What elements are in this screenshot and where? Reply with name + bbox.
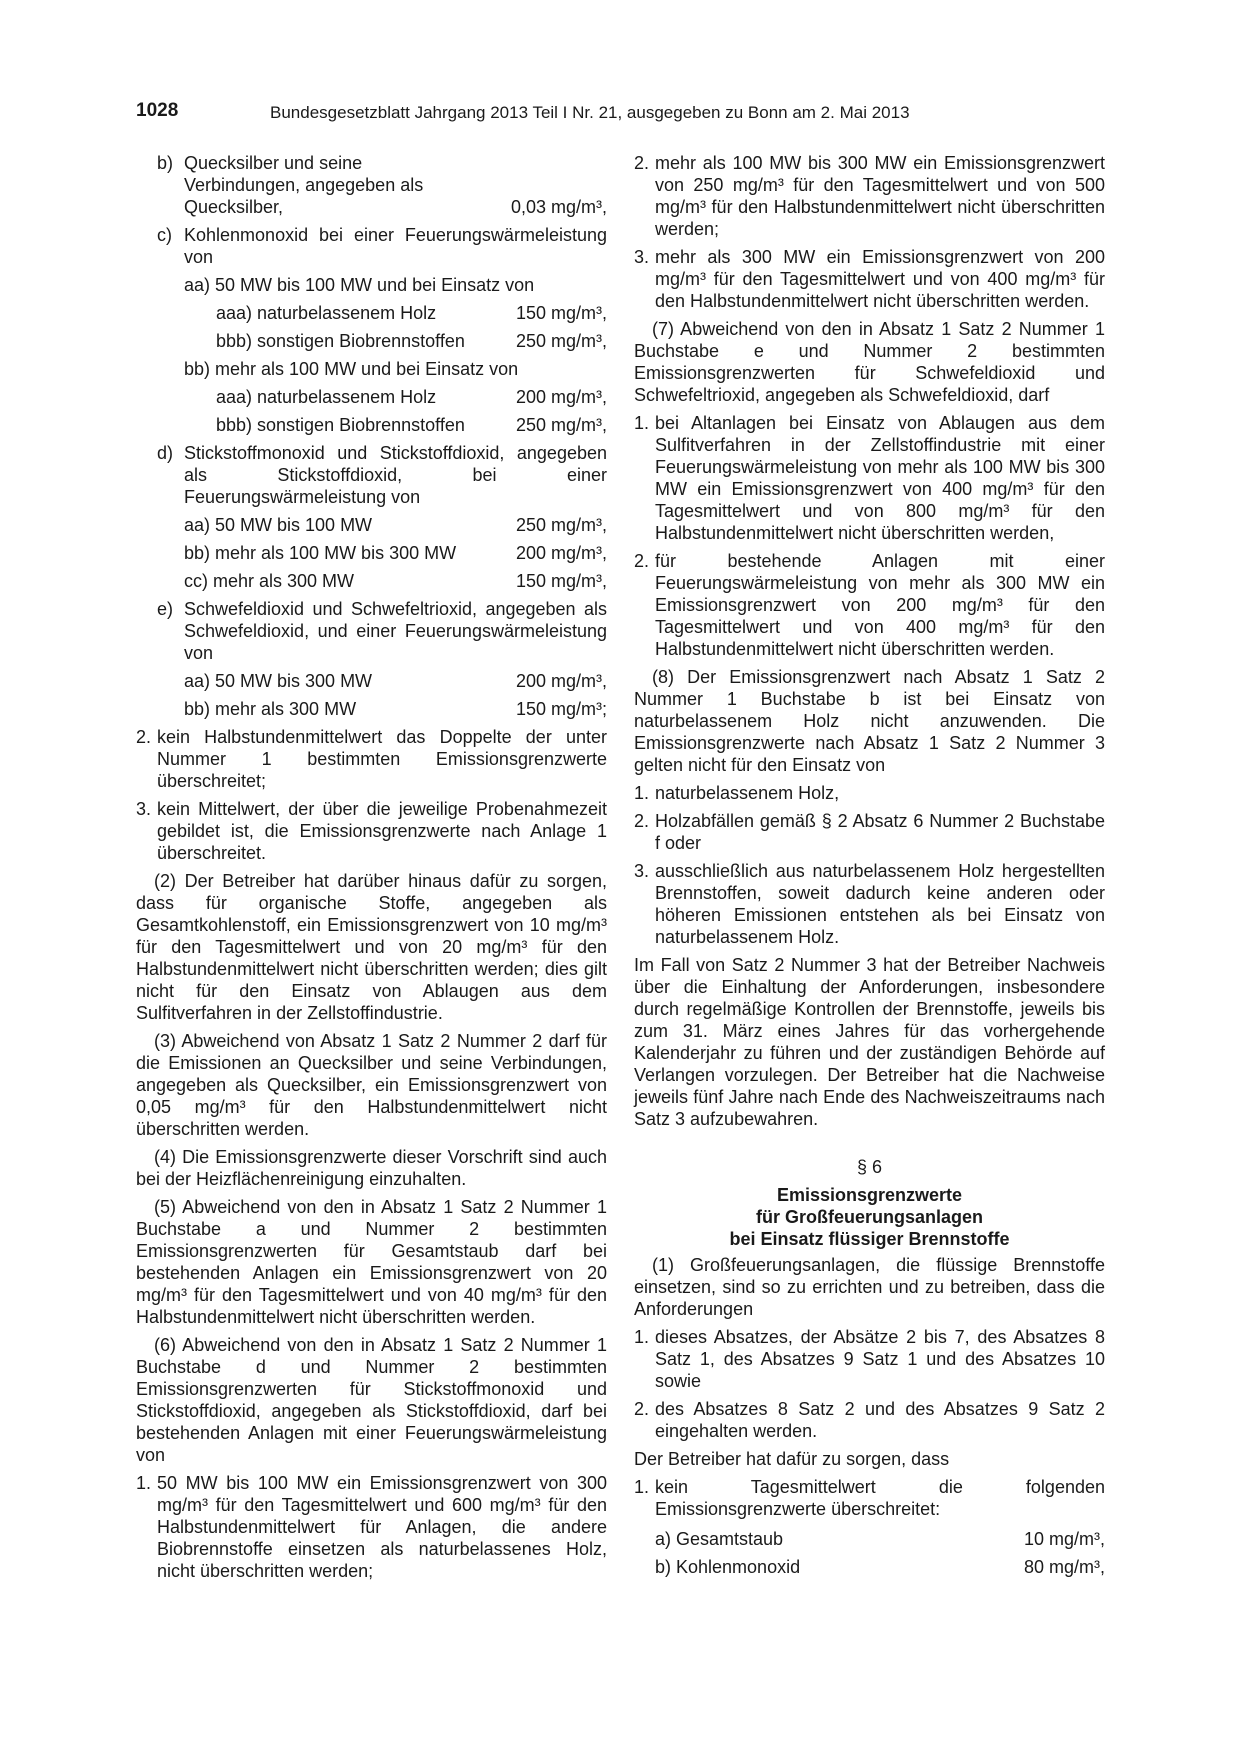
value-row — [655, 1528, 1105, 1550]
value-row — [216, 386, 607, 408]
item-text: dieses Absatzes, der Absätze 2 bis 7, des Absatzes 8 Satz 1, des Absatzes 9 Satz 1 und des Absatzes 10 sowie — [655, 1327, 1105, 1391]
item-s1-1 — [634, 1326, 1105, 1392]
value-label: cc) mehr als 300 MW — [184, 571, 355, 591]
paragraph-6: (6) Abweichend von den in Absatz 1 Satz 2 Nummer 1 Buchstabe d und Nummer 2 bestimmten Emissionsgrenzwerten für Stickstoffmonoxid und Stickstoffdioxid, angegeben als Stickstoffdioxid, darf bei bestehenden Anlagen mit einer Feuerungswärmeleistung von — [136, 1335, 607, 1465]
limit-value: 10 mg/m³, — [1023, 1529, 1105, 1549]
item-s1-k1 — [634, 1476, 1105, 1520]
limit-value: 150 mg/m³; — [515, 699, 607, 719]
item-6-2 — [634, 152, 1105, 240]
paragraph-5: (5) Abweichend von den in Absatz 1 Satz 2 Nummer 1 Buchstabe a und Nummer 2 bestimmten Emissionsgrenzwerten für Gesamtstaub darf bei bestehenden Anlagen ein Emissionsgrenzwert von 20 mg/m³ für den Tagesmittelwert und von 40 mg/m³ für den Halbstundenmittelwert nicht überschritten werden. — [136, 1197, 607, 1327]
value-label: a) Gesamtstaub — [655, 1529, 784, 1549]
value-row — [184, 514, 607, 536]
item-6-3 — [634, 246, 1105, 312]
value-row — [216, 414, 607, 436]
item-text: Schwefeldioxid und Schwefeltrioxid, angegeben als Schwefeldioxid, und einer Feuerungswärmeleistung von — [184, 599, 607, 663]
item-label: 1. — [634, 1327, 650, 1347]
value-label: bb) mehr als 100 MW bis 300 MW — [184, 543, 457, 563]
item-text: ausschließlich aus naturbelassenem Holz hergestellten Brennstoffen, soweit dadurch keine anderen oder höheren Emissionen entstehen als bei Einsatz von naturbelassenem Holz. — [655, 861, 1105, 947]
section-title: bei Einsatz flüssiger Brennstoffe — [729, 1229, 1010, 1249]
item-label: 3. — [136, 799, 152, 819]
item-text: 50 MW bis 100 MW ein Emissionsgrenzwert von 300 mg/m³ für den Tagesmittelwert und 600 mg/m³ für den Halbstundenmittelwert für Anlagen, die andere Biobrennstoffe einsetzen als naturbelassenes Holz, nicht überschritten werden; — [157, 1473, 607, 1581]
item-label: 1. — [634, 783, 650, 803]
item-text: kein Mittelwert, der über die jeweilige Probenahmezeit gebildet ist, die Emissionsgrenzwerte nach Anlage 1 überschreitet. — [157, 799, 607, 863]
item-text: für bestehende Anlagen mit einer Feuerungswärmeleistung von mehr als 300 MW ein Emissionsgrenzwert von 200 mg/m³ für den Tagesmittelwert und von 400 mg/m³ für den Halbstundenmittelwert nicht überschritten werden. — [655, 551, 1105, 659]
item-text: kein Halbstundenmittelwert das Doppelte der unter Nummer 1 bestimmten Emissionsgrenzwerte überschreitet; — [157, 727, 607, 791]
paragraph-3: (3) Abweichend von Absatz 1 Satz 2 Nummer 2 darf für die Emissionen an Quecksilber und seine Verbindungen, angegeben als Quecksilber, ein Emissionsgrenzwert von 0,05 mg/m³ für den Halbstundenmittelwert nicht überschritten werden. — [136, 1031, 607, 1139]
subitem-aa: aa) 50 MW bis 100 MW und bei Einsatz von — [184, 275, 535, 295]
limit-value: 200 mg/m³, — [515, 387, 607, 407]
section-title: für Großfeuerungsanlagen — [755, 1207, 984, 1227]
limit-value: 250 mg/m³, — [515, 415, 607, 435]
item-label: 3. — [634, 861, 650, 881]
item-text: naturbelassenem Holz, — [655, 783, 840, 803]
item-s1-2 — [634, 1398, 1105, 1442]
item-2 — [136, 726, 607, 792]
item-label: 1. — [136, 1473, 152, 1493]
item-e — [157, 598, 607, 664]
value-label: bbb) sonstigen Biobrennstoffen — [216, 415, 465, 435]
item-7-2 — [634, 550, 1105, 660]
item-text: mehr als 300 MW ein Emissionsgrenzwert von 200 mg/m³ für den Tagesmittelwert und von 400 mg/m³ für den Halbstundenmittelwert nicht überschritten werden. — [655, 247, 1105, 311]
item-c — [157, 224, 607, 268]
limit-value: 200 mg/m³, — [515, 671, 607, 691]
item-6-1 — [136, 1472, 607, 1582]
item-text: Holzabfällen gemäß § 2 Absatz 6 Nummer 2 Buchstabe f oder — [655, 811, 1105, 853]
item-label: 2. — [634, 1399, 650, 1419]
paragraph-8-after: Im Fall von Satz 2 Nummer 3 hat der Betreiber Nachweis über die Einhaltung der Anforderungen, insbesondere durch regelmäßige Kontrollen der Brennstoffe, jeweils bis zum 31. März eines Jahres für das vorhergehende Kalenderjahr zu führen und der zuständigen Behörde auf Verlangen vorzulegen. Der Betreiber hat die Nachweise jeweils fünf Jahre nach Ende des Nachweiszeitraums nach Satz 3 aufzubewahren. — [634, 955, 1105, 1129]
item-8-2 — [634, 810, 1105, 854]
value-row — [184, 542, 607, 564]
value-label: bb) mehr als 300 MW — [184, 699, 357, 719]
item-text: Kohlenmonoxid bei einer Feuerungswärmeleistung von — [184, 225, 607, 267]
limit-value: 80 mg/m³, — [1023, 1557, 1105, 1577]
value-row — [184, 698, 607, 720]
value-row — [216, 330, 607, 352]
value-label: aaa) naturbelassenem Holz — [216, 303, 437, 323]
item-8-1 — [634, 782, 1105, 804]
item-label: 1. — [634, 413, 650, 433]
value-row — [216, 302, 607, 324]
item-3 — [136, 798, 607, 864]
item-label: 1. — [634, 1477, 650, 1497]
item-text: Quecksilber und seine — [184, 153, 363, 173]
limit-value: 250 mg/m³, — [515, 515, 607, 535]
section-paragraph-1: (1) Großfeuerungsanlagen, die flüssige Brennstoffe einsetzen, sind so zu errichten und zu betreiben, dass die Anforderungen — [634, 1255, 1105, 1319]
right-column — [634, 152, 1105, 1578]
limit-value: 0,03 mg/m³, — [510, 197, 607, 217]
limit-value: 250 mg/m³, — [515, 331, 607, 351]
value-row — [184, 670, 607, 692]
page-number: 1028 — [136, 100, 179, 121]
section-paragraph-after: Der Betreiber hat dafür zu sorgen, dass — [634, 1449, 950, 1469]
item-text: des Absatzes 8 Satz 2 und des Absatzes 9 Satz 2 eingehalten werden. — [655, 1399, 1105, 1441]
item-label: d) — [157, 443, 174, 463]
value-label: aa) 50 MW bis 300 MW — [184, 671, 373, 691]
value-row — [655, 1556, 1105, 1578]
paragraph-7: (7) Abweichend von den in Absatz 1 Satz 2 Nummer 1 Buchstabe e und Nummer 2 bestimmten Emissionsgrenzwerten für Schwefeldioxid und Schwefeltrioxid, angegeben als Schwefeldioxid, darf — [634, 319, 1105, 405]
value-row — [184, 570, 607, 592]
item-b — [157, 152, 607, 218]
item-label: e) — [157, 599, 174, 619]
value-label: b) Kohlenmonoxid — [655, 1557, 801, 1577]
item-text: mehr als 100 MW bis 300 MW ein Emissionsgrenzwert von 250 mg/m³ für den Tagesmittelwert und von 500 mg/m³ für den Halbstundenmittelwert nicht überschritten werden; — [655, 153, 1105, 239]
limit-value: 150 mg/m³, — [515, 571, 607, 591]
item-text: Verbindungen, angegeben als — [184, 175, 424, 195]
item-label: 3. — [634, 247, 650, 267]
value-label: aa) 50 MW bis 100 MW — [184, 515, 373, 535]
item-label: 2. — [136, 727, 152, 747]
paragraph-4: (4) Die Emissionsgrenzwerte dieser Vorschrift sind auch bei der Heizflächenreinigung einzuhalten. — [136, 1147, 607, 1189]
value-label: aaa) naturbelassenem Holz — [216, 387, 437, 407]
section-number: § 6 — [856, 1157, 883, 1177]
item-8-3 — [634, 860, 1105, 948]
item-label: 2. — [634, 551, 650, 571]
item-label: 2. — [634, 153, 650, 173]
subitem-bb: bb) mehr als 100 MW und bei Einsatz von — [184, 359, 519, 379]
item-text: Quecksilber, — [184, 197, 284, 217]
paragraph-8: (8) Der Emissionsgrenzwert nach Absatz 1 Satz 2 Nummer 1 Buchstabe b ist bei Einsatz von naturbelassenem Holz nicht anzuwenden. Die Emissionsgrenzwerte nach Absatz 1 Satz 2 Nummer 3 gelten nicht für den Einsatz von — [634, 667, 1105, 775]
item-7-1 — [634, 412, 1105, 544]
limit-value: 150 mg/m³, — [515, 303, 607, 323]
item-text: Stickstoffmonoxid und Stickstoffdioxid, angegeben als Stickstoffdioxid, bei einer Feuerungswärmeleistung von — [184, 443, 607, 507]
paragraph-2: (2) Der Betreiber hat darüber hinaus dafür zu sorgen, dass für organische Stoffe, angegeben als Gesamtkohlenstoff, ein Emissionsgrenzwert von 10 mg/m³ für den Tagesmittelwert und von 20 mg/m³ für den Halbstundenmittelwert nicht überschritten werden; dies gilt nicht für den Einsatz von Ablaugen aus dem Sulfitverfahren in der Zellstoffindustrie. — [136, 871, 607, 1023]
value-label: bbb) sonstigen Biobrennstoffen — [216, 331, 465, 351]
item-text: kein Tagesmittelwert die folgenden Emissionsgrenzwerte überschreitet: — [655, 1477, 1105, 1519]
limit-value: 200 mg/m³, — [515, 543, 607, 563]
section-title: Emissionsgrenzwerte — [776, 1185, 963, 1205]
item-label: b) — [157, 153, 174, 173]
item-label: 2. — [634, 811, 650, 831]
running-header: Bundesgesetzblatt Jahrgang 2013 Teil I Nr. 21, ausgegeben zu Bonn am 2. Mai 2013 — [270, 103, 910, 122]
item-label: c) — [157, 225, 172, 245]
item-d — [157, 442, 607, 508]
item-text: bei Altanlagen bei Einsatz von Ablaugen aus dem Sulfitverfahren in der Zellstoffindustrie mit einer Feuerungswärmeleistung von mehr als 100 MW bis 300 MW ein Emissionsgrenzwert von 400 mg/m³ für den Tagesmittelwert und von 800 mg/m³ für den Halbstundenmittelwert nicht überschritten werden, — [655, 413, 1105, 543]
left-column — [136, 152, 607, 1582]
